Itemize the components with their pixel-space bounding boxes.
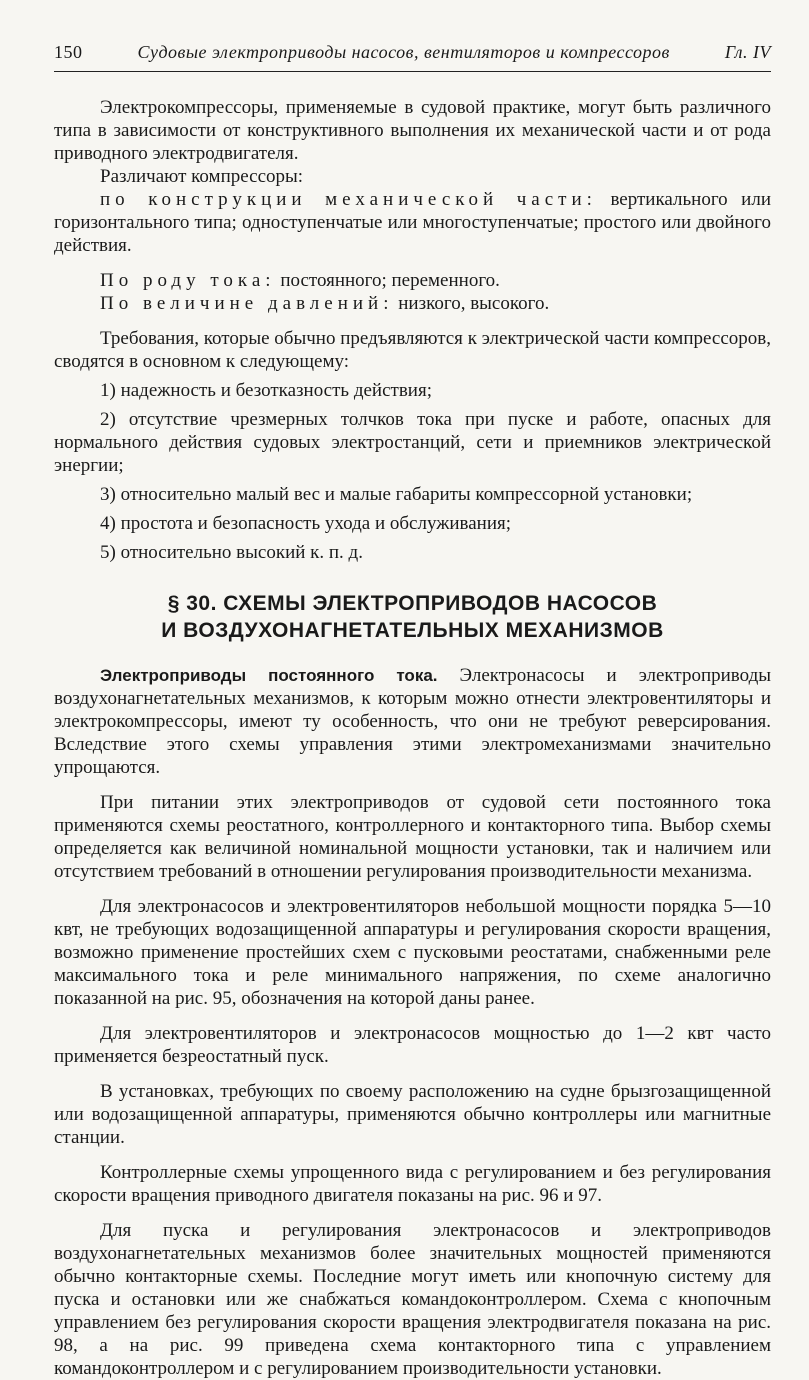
paragraph-lead: Электроприводы постоянного тока. — [100, 666, 438, 685]
classification-text: низкого, высокого. — [393, 293, 550, 314]
body-paragraph-5: В установках, требующих по своему расположению на судне брызгозащищенной или водозащищенной аппаратуры, применяются обычно контроллеры или магнитные станции. — [54, 1081, 771, 1148]
classification-current — [54, 269, 771, 292]
running-title: Судовые электроприводы насосов, вентиляторов и компрессоров — [137, 42, 670, 62]
classification-term: По величине давлений: — [100, 293, 394, 314]
requirements-intro: Требования, которые обычно предъявляются к электрической части компрессоров, сводятся в основном к следующему: — [54, 328, 771, 372]
body-paragraph-7: Для пуска и регулирования электронасосов и электроприводов воздухонагнетательных механизмов более значительных мощностей применяются обычно контакторные схемы. Последние могут иметь или кнопочную систему для пуска и остановки или же снабжаться командоконтроллером. Схема с кнопочным управлением без регулирования скорости вращения электродвигателя показана на рис. 98, а на рис. 99 приведена схема контакторного типа с управлением командоконтроллером и с регулированием производительности установки. — [54, 1220, 771, 1379]
paragraph-text: Электронасосы и электроприводы воздухонагнетательных механизмов, к которым можно отнести электровентиляторы и электрокомпрессоры, имеют ту особенность, что они не требуют реверсирования. Вследствие этого схемы управления этими электромеханизмами значительно упрощаются. — [54, 665, 772, 778]
running-header — [54, 0, 771, 63]
page-number: 150 — [54, 42, 83, 62]
classification-text: вертикального или горизонтального типа; одноступенчатые или многоступенчатые; простого или двойного действия. — [54, 189, 771, 256]
list-item: 4) простота и безопасность ухода и обслуживания; — [100, 513, 512, 534]
intro-paragraph-2: Различают компрессоры: — [100, 166, 304, 187]
body-paragraph-4: Для электровентиляторов и электронасосов мощностью до 1—2 квт часто применяется безреостатный пуск. — [54, 1023, 771, 1067]
header-rule — [54, 71, 771, 72]
body-paragraph-2: При питании этих электроприводов от судовой сети постоянного тока применяются схемы реостатного, контроллерного и контакторного типа. Выбор схемы определяется как величиной номинальной мощности установки, так и наличием или отсутствием требований в отношении регулирования производительности механизма. — [54, 792, 771, 882]
list-item: 3) относительно малый вес и малые габариты компрессорной установки; — [100, 484, 693, 505]
body-paragraph-1 — [54, 664, 771, 779]
classification-term: по конструкции механической части: — [100, 189, 597, 210]
section-heading — [54, 590, 771, 644]
list-item: 1) надежность и безотказность действия; — [100, 380, 432, 401]
classification-pressure — [54, 292, 771, 315]
section-heading-line-2: И ВОЗДУХОНАГНЕТАТЕЛЬНЫХ МЕХАНИЗМОВ — [161, 619, 664, 642]
classification-term: По роду тока: — [100, 270, 276, 291]
body-paragraph-3: Для электронасосов и электровентиляторов небольшой мощности порядка 5—10 квт, не требующих водозащищенной аппаратуры и регулирования скорости вращения, возможно применение простейших схем с пусковыми реостатами, снабженными реле максимального тока и реле минимального напряжения, по схеме аналогично показанной на рис. 95, обозначения на которой даны ранее. — [54, 896, 771, 1009]
body-paragraph-6: Контроллерные схемы упрощенного вида с регулированием и без регулирования скорости вращения приводного двигателя показаны на рис. 96 и 97. — [54, 1162, 771, 1206]
intro-paragraph-1: Электрокомпрессоры, применяемые в судовой практике, могут быть различного типа в зависимости от конструктивного выполнения их механической части и от рода приводного электродвигателя. — [54, 97, 771, 164]
classification-text: постоянного; переменного. — [275, 270, 500, 291]
requirements-list — [54, 379, 771, 564]
chapter-label: Гл. IV — [724, 42, 771, 62]
list-item: 2) отсутствие чрезмерных толчков тока при пуске и работе, опасных для нормального действия судовых электростанций, сети и приемников электрической энергии; — [54, 409, 771, 476]
classification-construction — [54, 188, 771, 257]
section-heading-line-1: § 30. СХЕМЫ ЭЛЕКТРОПРИВОДОВ НАСОСОВ — [167, 592, 658, 615]
list-item: 5) относительно высокий к. п. д. — [100, 542, 363, 563]
